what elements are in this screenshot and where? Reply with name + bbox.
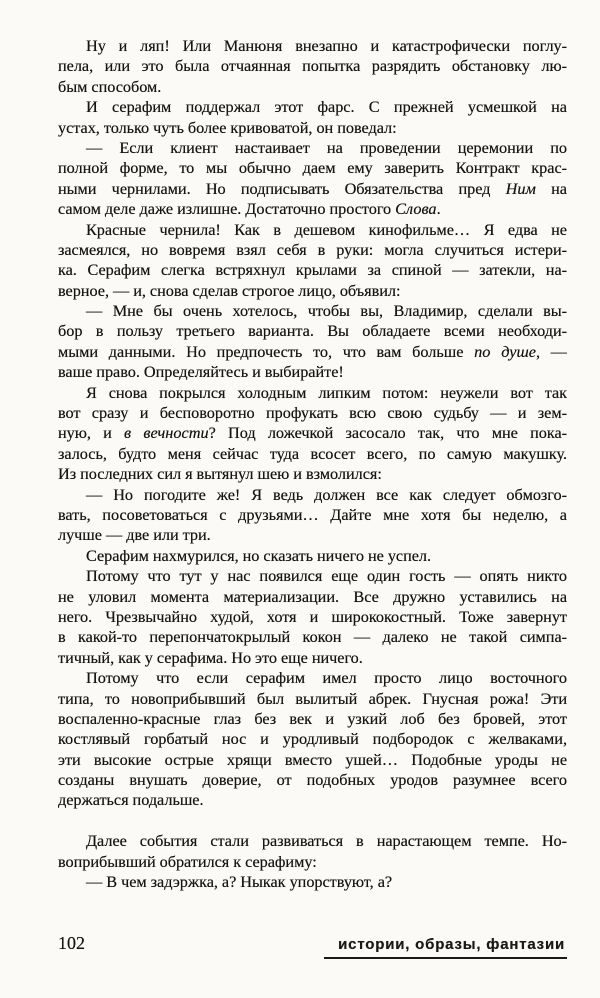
text-run: Я снова покрылся холодным липким потом: неужели вот так: [86, 382, 567, 402]
text-run: воспаленно-красные глаз без век и узкий лоб без бровей, этот: [58, 708, 567, 728]
text-line: [58, 648, 567, 668]
text-line: [58, 423, 567, 443]
text-run: ную, и: [58, 423, 125, 443]
text-run: ными чернилами. Но подписывать Обязательства пред: [58, 178, 506, 198]
text-run: — Но погодите же! Я ведь должен все как следует обмозго-: [86, 484, 567, 504]
italic-text: по душе: [474, 341, 536, 361]
text-run: типа, то новоприбывший был вылитый абрек. Гнусная рожа! Эти: [58, 688, 567, 708]
paragraph: [58, 138, 567, 220]
text-line: [58, 118, 567, 138]
italic-text: Ним: [505, 178, 536, 198]
text-run: устах, только чуть более кривоватой, он поведал:: [58, 117, 397, 137]
text-line: [58, 729, 567, 749]
text-line: [58, 566, 567, 586]
text-run: Потому что тут у нас появился еще один гость — опять никто: [86, 566, 567, 586]
text-run: костлявый горбатый нос и уродливый подбородок с желваками,: [58, 729, 567, 749]
text-line: [58, 709, 567, 729]
paragraph: [58, 97, 567, 138]
text-run: И серафим поддержал этот фарс. С прежней усмешкой на: [86, 97, 567, 117]
text-run: пела, или это была отчаянная попытка разрядить обстановку лю-: [58, 56, 567, 76]
text-line: [58, 199, 567, 219]
text-line: [58, 770, 567, 790]
text-run: ваше право. Определяйтесь и выбирайте!: [58, 362, 344, 382]
text-run: бым способом.: [58, 76, 162, 96]
text-line: [58, 281, 567, 301]
text-line: [58, 56, 567, 76]
text-line: [58, 179, 567, 199]
text-line: [58, 362, 567, 382]
paragraph: [58, 485, 567, 546]
body-text: [58, 36, 567, 892]
text-run: залось, будто меня сейчас туда всосет всего, по самую макушку.: [58, 443, 567, 463]
text-line: [58, 872, 567, 892]
text-run: Красные чернила! Как в дешевом кинофильме… Я едва не: [86, 219, 567, 239]
text-run: вать, посоветоваться с друзьями… Дайте мне хотя бы неделю, а: [58, 504, 567, 524]
text-run: держаться подальше.: [58, 790, 204, 810]
text-line: [58, 546, 567, 566]
paragraph: [58, 566, 567, 668]
text-line: [58, 97, 567, 117]
text-line: [58, 790, 567, 810]
text-run: воприбывший обратился к серафиму:: [58, 851, 317, 871]
text-run: .: [436, 199, 441, 219]
text-line: [58, 321, 567, 341]
page-footer: [58, 933, 567, 959]
text-run: Серафим нахмурился, но сказать ничего не успел.: [86, 545, 432, 565]
text-line: [58, 444, 567, 464]
text-run: самом деле даже излишне. Достаточно простого: [58, 199, 396, 219]
paragraph: [58, 36, 567, 97]
text-run: , —: [535, 341, 567, 361]
text-line: [58, 403, 567, 423]
text-line: [58, 158, 567, 178]
text-run: — Мне бы очень хотелось, чтобы вы, Владимир, сделали вы-: [86, 301, 567, 321]
text-line: [58, 342, 567, 362]
paragraph: [58, 872, 567, 892]
text-run: не уловил момента материализации. Все дружно уставились на: [58, 586, 567, 606]
paragraph: [58, 220, 567, 302]
text-run: вот сразу и бесповоротно профукать всю свою судьбу — и зем-: [58, 403, 567, 423]
text-run: него. Чрезвычайно худой, хотя и ширококостный. Тоже завернут: [58, 606, 567, 626]
text-run: в какой-то перепончатокрылый кокон — далеко не такой симпа-: [58, 627, 567, 647]
page-number: 102: [58, 933, 85, 953]
text-run: созданы внушать доверие, от подобных уродов разумнее всего: [58, 770, 567, 790]
text-line: [58, 852, 567, 872]
text-run: Потому что если серафим имел просто лицо восточного: [86, 668, 567, 688]
text-line: [58, 36, 567, 56]
paragraph: [58, 831, 567, 872]
text-line: [58, 831, 567, 851]
text-run: Далее события стали развиваться в нарастающем темпе. Но-: [86, 831, 567, 851]
paragraph: [58, 546, 567, 566]
text-line: [58, 750, 567, 770]
text-line: [58, 260, 567, 280]
paragraph: [58, 668, 567, 811]
text-run: эти высокие острые хрящи вместо ушей… Подобные уроды не: [58, 749, 567, 769]
text-run: мыми данными. Но предпочесть то, что вам больше: [58, 341, 475, 361]
text-line: [58, 301, 567, 321]
text-line: [58, 77, 567, 97]
text-line: [58, 689, 567, 709]
text-run: тичный, как у серафима. Но это еще ничего.: [58, 647, 363, 667]
paragraph: [58, 383, 567, 485]
text-line: [58, 607, 567, 627]
italic-text: Слова: [395, 199, 437, 219]
running-title: истории, образы, фантазии: [324, 936, 567, 959]
text-line: [58, 627, 567, 647]
text-run: верное, — и, снова сделав строгое лицо, объявил:: [58, 280, 401, 300]
text-run: ? Под ложечкой засосало так, что мне пока-: [208, 423, 567, 443]
text-line: [58, 485, 567, 505]
text-line: [58, 240, 567, 260]
text-run: засмеялся, но вовремя взял себя в руки: могла случиться истери-: [58, 239, 567, 259]
text-run: на: [535, 178, 567, 198]
text-run: ка. Серафим слегка встряхнул крылами за спиной — затекли, на-: [58, 260, 567, 280]
text-run: — Если клиент настаивает на проведении церемонии по: [86, 137, 567, 157]
text-line: [58, 505, 567, 525]
text-run: Из последних сил я вытянул шею и взмолился:: [58, 464, 382, 484]
text-line: [58, 668, 567, 688]
text-line: [58, 138, 567, 158]
text-run: Ну и ляп! Или Манюня внезапно и катастрофически поглу-: [86, 36, 567, 55]
italic-text: в вечности: [124, 423, 209, 443]
text-run: бор в пользу третьего варианта. Вы обладаете всеми необходи-: [58, 321, 567, 341]
text-line: [58, 220, 567, 240]
text-line: [58, 383, 567, 403]
text-line: [58, 525, 567, 545]
text-line: [58, 464, 567, 484]
text-run: лучше — две или три.: [58, 525, 211, 545]
text-run: — В чем задэржка, а? Ныкак упорствуют, а?: [86, 872, 393, 892]
text-line: [58, 587, 567, 607]
paragraph: [58, 301, 567, 383]
text-run: полной форме, то мы обычно даем ему заверить Контракт крас-: [58, 158, 567, 178]
